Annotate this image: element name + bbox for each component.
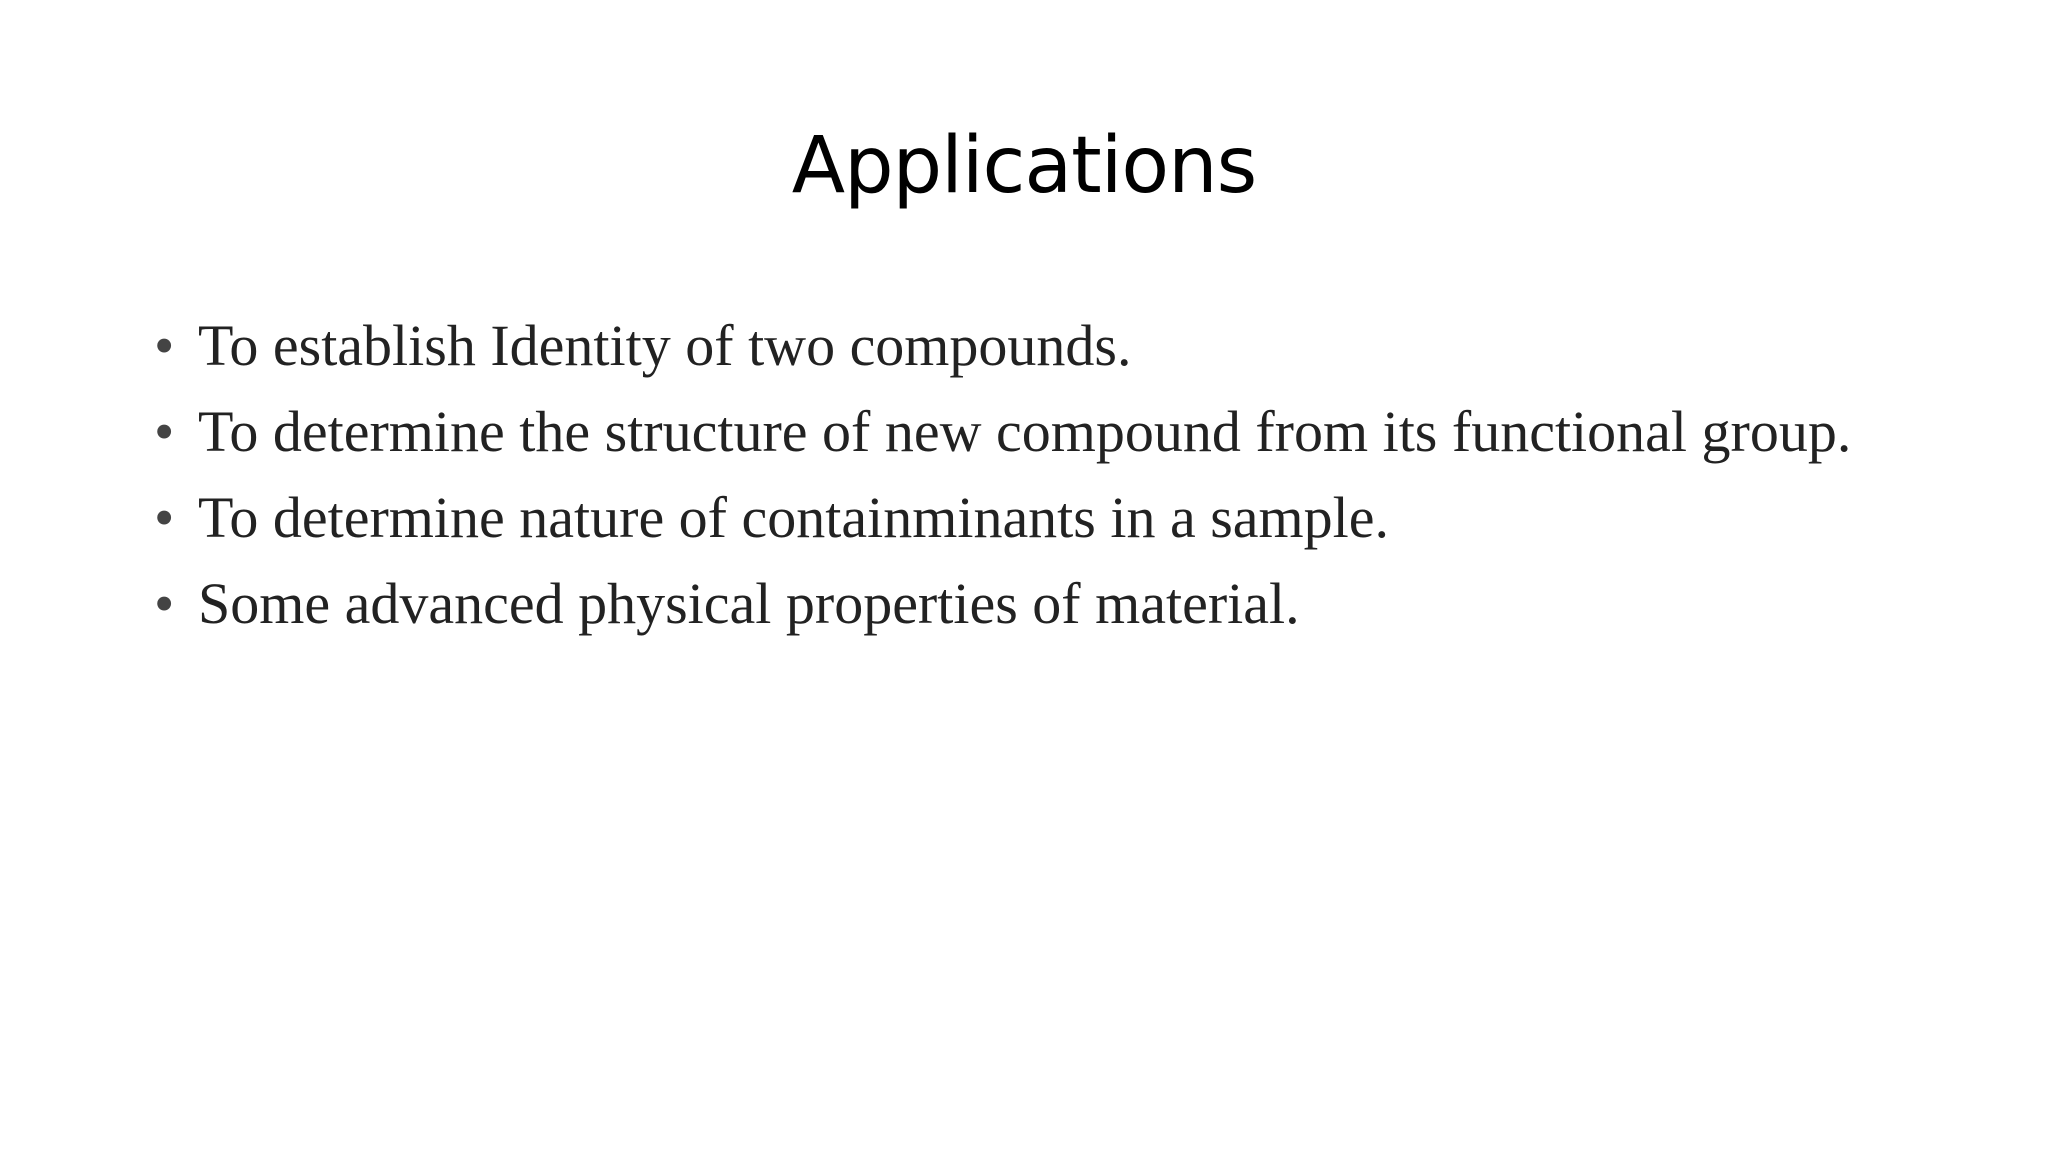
bullet-icon: • xyxy=(154,313,175,378)
bullet-icon: • xyxy=(154,571,175,636)
bullet-text: Some advanced physical properties of material. xyxy=(198,571,1300,636)
slide-title: Applications xyxy=(791,121,1257,211)
bullet-item xyxy=(154,398,1914,466)
bullet-list xyxy=(154,312,1914,656)
bullet-text: To establish Identity of two compounds. xyxy=(198,313,1132,378)
bullet-text: To determine nature of containminants in a sample. xyxy=(198,485,1390,550)
bullet-icon: • xyxy=(154,485,175,550)
bullet-item xyxy=(154,570,1914,638)
bullet-icon: • xyxy=(154,399,175,464)
bullet-item xyxy=(154,484,1914,552)
bullet-text: To determine the structure of new compound from its functional group. xyxy=(198,399,1852,464)
bullet-item xyxy=(154,312,1914,380)
